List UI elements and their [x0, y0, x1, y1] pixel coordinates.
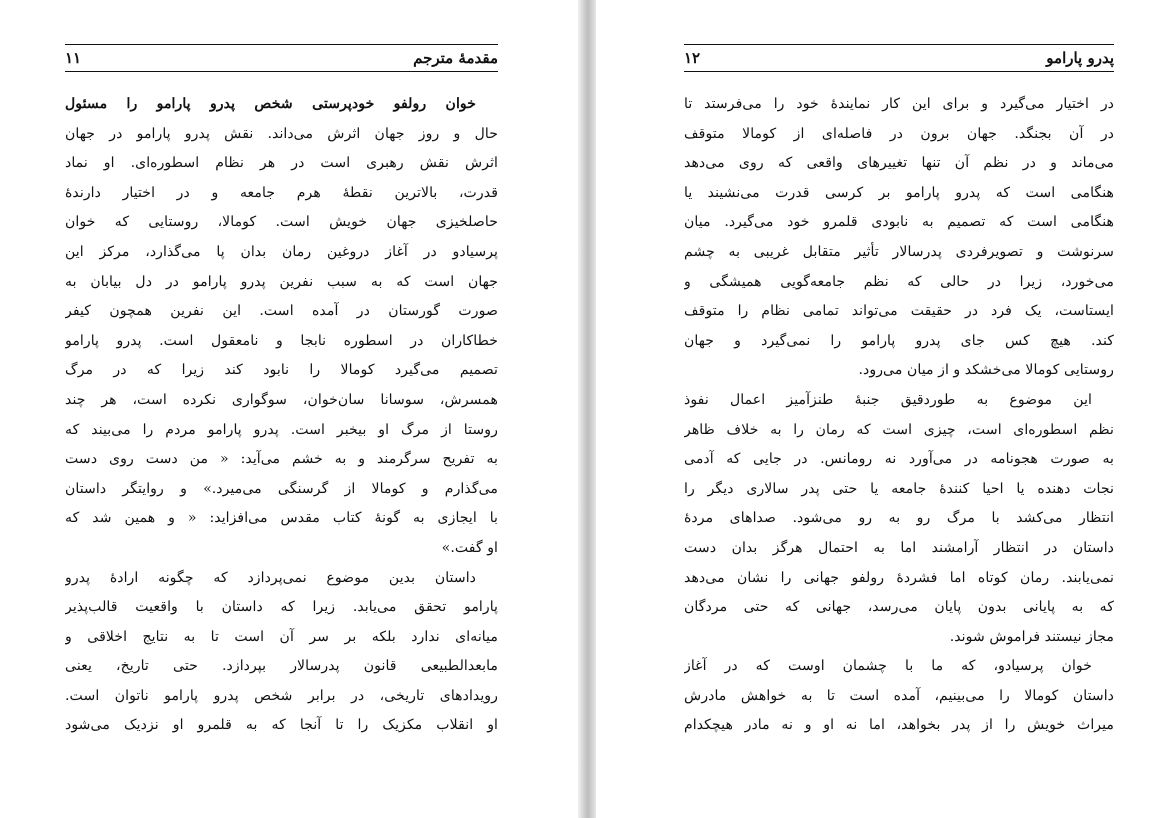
text-line: در اختیار می‌گیرد و برای این کار نمایندهٔ خود را می‌فرستد تا: [684, 96, 1114, 112]
text-line: می‌خورد، زیرا در حالی که نظم جامعه‌گویی همیشگی و: [684, 273, 1114, 290]
text-line: این موضوع به طوردقیق جنبهٔ طنزآمیز اعمال نفوذ: [684, 391, 1092, 408]
text-line: می‌گذارم و کومالا از گرسنگی می‌میرد.» و روایتگر داستان: [65, 480, 498, 497]
right-body-text: [684, 90, 1114, 741]
text-line: ایستاست، یک فرد در حقیقت می‌تواند تمامی نظام را متوقف: [684, 303, 1114, 320]
left-header-title: مقدمهٔ مترجم: [413, 49, 498, 67]
text-line: حال و روز جهان اثرش می‌داند. نقش پدرو پارامو در جهان: [65, 125, 498, 142]
text-line: جهان است که به سبب نفرین پدرو پارامو در دل بیابان به: [65, 273, 498, 290]
text-line: پرسیادو در آغاز دروغین رمان بدان پا می‌گذارد، مرکز این: [65, 243, 498, 260]
text-line: پارامو تحقق می‌یابد. زیرا که داستان با واقعیت قالب‌پذیر: [65, 599, 498, 616]
left-page: [65, 0, 498, 818]
left-page-number: ۱۱: [65, 49, 82, 67]
text-line: روستا از مرگ او بیخبر است. پدرو پارامو مردم را می‌بیند که: [65, 421, 498, 438]
text-line: نجات دهنده یا احیا کنندهٔ جامعه یا حتی پدر سالاری دیگر را: [684, 480, 1114, 497]
text-line: او گفت.»: [441, 539, 498, 556]
text-line: صورت گورستان در آمده است. این نفرین همچون کیفر: [65, 303, 498, 320]
book-gutter: [578, 0, 596, 818]
text-line: همسرش، سوسانا سان‌خوان، سوگواری نکرده است، هر چند: [65, 391, 498, 408]
text-line: داستان کومالا را می‌بینیم، آمده است تا به خواهش مادرش: [684, 687, 1114, 704]
text-line: می‌ماند و در نظم آن تنها تغییرهای واقعی که روی می‌دهد: [684, 155, 1114, 172]
right-page: [684, 0, 1114, 818]
text-line: به صورت هجونامه در می‌آورد نه رومانس. در جایی که آدمی: [684, 451, 1114, 468]
text-line: مجاز نیستند فراموش شوند.: [949, 628, 1114, 645]
text-line: او انقلاب مکزیک را تا آنجا که به قلمرو او نزدیک می‌شود: [65, 717, 498, 734]
text-line: رویدادهای تاریخی، در برابر شخص پدرو پارامو ناتوان است.: [65, 687, 498, 704]
right-header-title: پدرو پارامو: [1046, 49, 1114, 67]
text-line: اثرش نقش رهبری است در هر نظام اسطوره‌ای. او نماد: [65, 155, 498, 172]
right-running-head: [684, 44, 1114, 72]
text-line: هنگامی است که پدرو پارامو بر کرسی قدرت می‌نشیند یا: [684, 184, 1114, 201]
text-line: هنگامی است که تصمیم به نابودی قلمرو خود می‌گیرد. میان: [684, 214, 1114, 231]
text-line: کند. هیچ کس جای پدرو پارامو را نمی‌گیرد و جهان: [684, 332, 1114, 349]
text-line: داستان بدین موضوع نمی‌پردازد که چگونه ارادهٔ پدرو: [65, 569, 476, 586]
text-line: خوان پرسیادو، که ما با چشمان اوست که در آغاز: [684, 658, 1092, 675]
text-line: با ایجازی به گونهٔ کتاب مقدس می‌افزاید: « و همین شد که: [65, 510, 498, 527]
text-line: انتظار می‌کشد با مرگ رو به رو می‌شود. صداهای مردهٔ: [684, 510, 1114, 527]
text-line: میراث خویش را از پدر بخواهد، اما نه او و نه مادر هیچکدام: [684, 717, 1114, 734]
left-body-text: [65, 90, 498, 741]
text-line: نمی‌یابند. رمان کوتاه اما فشردهٔ رولفو جهانی را نشان می‌دهد: [684, 569, 1114, 586]
right-page-number: ۱۲: [684, 49, 701, 67]
text-line: خوان رولفو خودپرستی شخص پدرو پارامو را مسئول: [65, 96, 476, 112]
text-line: تصمیم می‌گیرد کومالا را نابود کند زیرا که در مرگ: [65, 362, 498, 379]
text-line: سرنوشت و تصویرفردی پدرسالار تأثیر متقابل غریبی به چشم: [684, 243, 1114, 260]
left-running-head: [65, 44, 498, 72]
text-line: حاصلخیزی جهان خویش است. کومالا، روستایی که خوان: [65, 214, 498, 231]
text-line: در آن بجنگد. جهان برون در فاصله‌ای از کومالا متوقف: [684, 125, 1114, 142]
text-line: که به پایانی بدون پایان می‌رسد، جهانی که حتی مردگان: [684, 599, 1114, 616]
text-line: میانه‌ای ندارد بلکه بر سر آن است تا به نتایج اخلاقی و: [65, 628, 498, 645]
text-line: داستان در انتظار آرامشند اما به احتمال هرگز بدان دست: [684, 539, 1114, 556]
text-line: نظم اسطوره‌ای است، چیزی است که رمان را به خلاف ظاهر: [684, 421, 1114, 438]
text-line: روستایی کومالا می‌خشکد و از میان می‌رود.: [858, 362, 1114, 379]
text-line: مابعدالطبیعی قانون پدرسالار بپردازد. حتی تاریخ، یعنی: [65, 658, 498, 675]
text-line: قدرت، بالاترین نقطهٔ هرم جامعه و در اختیار دارندهٔ: [65, 184, 498, 201]
text-line: خطاکاران در اسطوره نابجا و نامعقول است. پدرو پارامو: [65, 332, 498, 349]
text-line: به تفریح سرگرمند و به خشم می‌آید: « من دست روی دست: [65, 451, 498, 468]
